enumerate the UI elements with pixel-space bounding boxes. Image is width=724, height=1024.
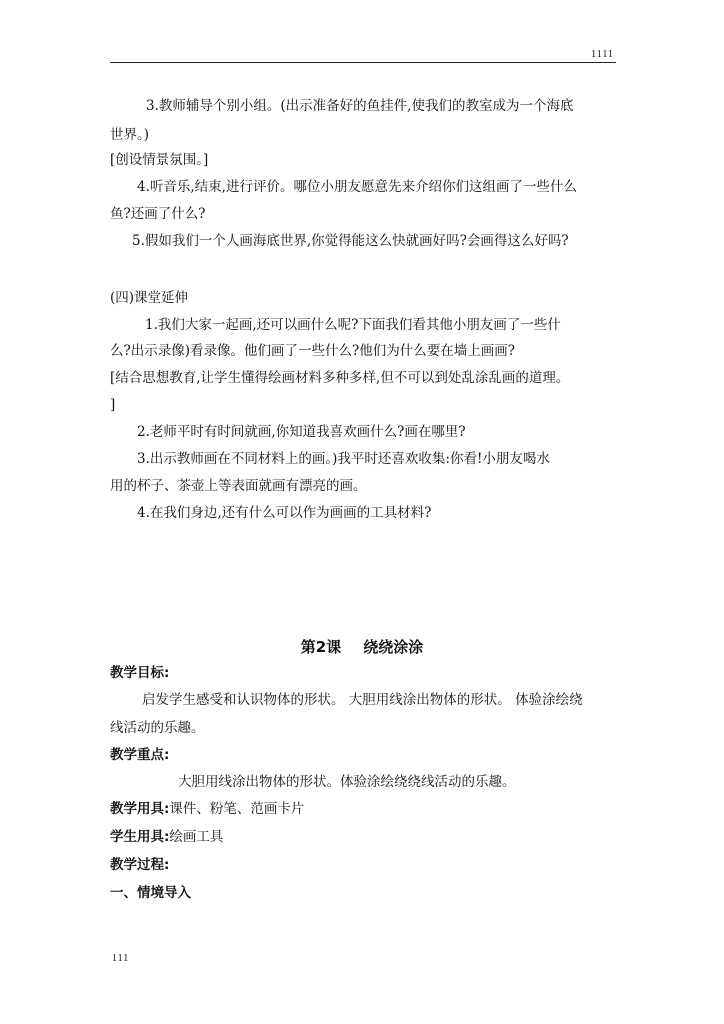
- paragraph-line: 用的杯子、茶壶上等表面就画有漂亮的画。: [110, 478, 367, 494]
- goal-label: 教学目标:: [110, 665, 170, 681]
- focus-text: 大胆用线涂出物体的形状。体验涂绘绕绕线活动的乐趣。: [178, 774, 516, 790]
- paragraph-line: 世界。): [110, 127, 150, 143]
- lesson-title: [0, 636, 724, 657]
- paragraph-line: 4.听音乐,结束,进行评价。哪位小朋友愿意先来介绍你们这组画了一些什么: [137, 179, 577, 195]
- paragraph-line: 鱼?还画了什么?: [110, 206, 206, 222]
- header-page-number: 1111: [591, 49, 614, 60]
- student-tools-row: [110, 828, 620, 846]
- paragraph-line: 4.在我们身边,还有什么可以作为画画的工具材料?: [137, 505, 432, 521]
- paragraph-line: 1.我们大家一起画,还可以画什么呢?下面我们看其他小朋友画了一些什: [145, 317, 561, 333]
- tools-text: 课件、粉笔、范画卡片: [169, 801, 305, 817]
- tools-row: [110, 800, 620, 818]
- step-one-heading: 一、情境导入: [110, 885, 191, 901]
- paragraph-line: [创设情景氛围。]: [110, 152, 209, 168]
- header-rule: [110, 62, 616, 63]
- process-label: 教学过程:: [110, 857, 170, 873]
- paragraph-line: 5.假如我们一个人画海底世界,你觉得能这么快就画好吗?会画得这么好吗?: [132, 233, 569, 249]
- lesson-title-number: 第2课: [300, 638, 342, 656]
- paragraph-line: ]: [110, 397, 116, 413]
- goal-line: 启发学生感受和认识物体的形状。 大胆用线涂出物体的形状。 体验涂绘绕: [142, 692, 583, 708]
- lesson-title-name: 绕绕涂涂: [363, 638, 424, 656]
- paragraph-line: 2.老师平时有时间就画,你知道我喜欢画什么?画在哪里?: [137, 424, 466, 440]
- student-tools-text: 绘画工具: [169, 829, 224, 845]
- paragraph-line: [结合思想教育,让学生懂得绘画材料多种多样,但不可以到处乱涂乱画的道理。: [110, 370, 570, 386]
- focus-label: 教学重点:: [110, 747, 170, 763]
- paragraph-line: 3.出示教师画在不同材料上的画。)我平时还喜欢收集:你看!小朋友喝水: [137, 451, 550, 467]
- tools-label: 教学用具:: [110, 801, 170, 817]
- footer-page-number: 111: [112, 953, 130, 964]
- section-heading: (四)课堂延伸: [110, 290, 189, 306]
- paragraph-line: 么?出示录像)看录像。他们画了一些什么?他们为什么要在墙上画画?: [110, 343, 515, 359]
- paragraph-line: 3.教师辅导个别小组。(出示准备好的鱼挂件,使我们的教室成为一个海底: [146, 98, 574, 114]
- student-tools-label: 学生用具:: [110, 829, 170, 845]
- goal-line: 线活动的乐趣。: [110, 720, 205, 736]
